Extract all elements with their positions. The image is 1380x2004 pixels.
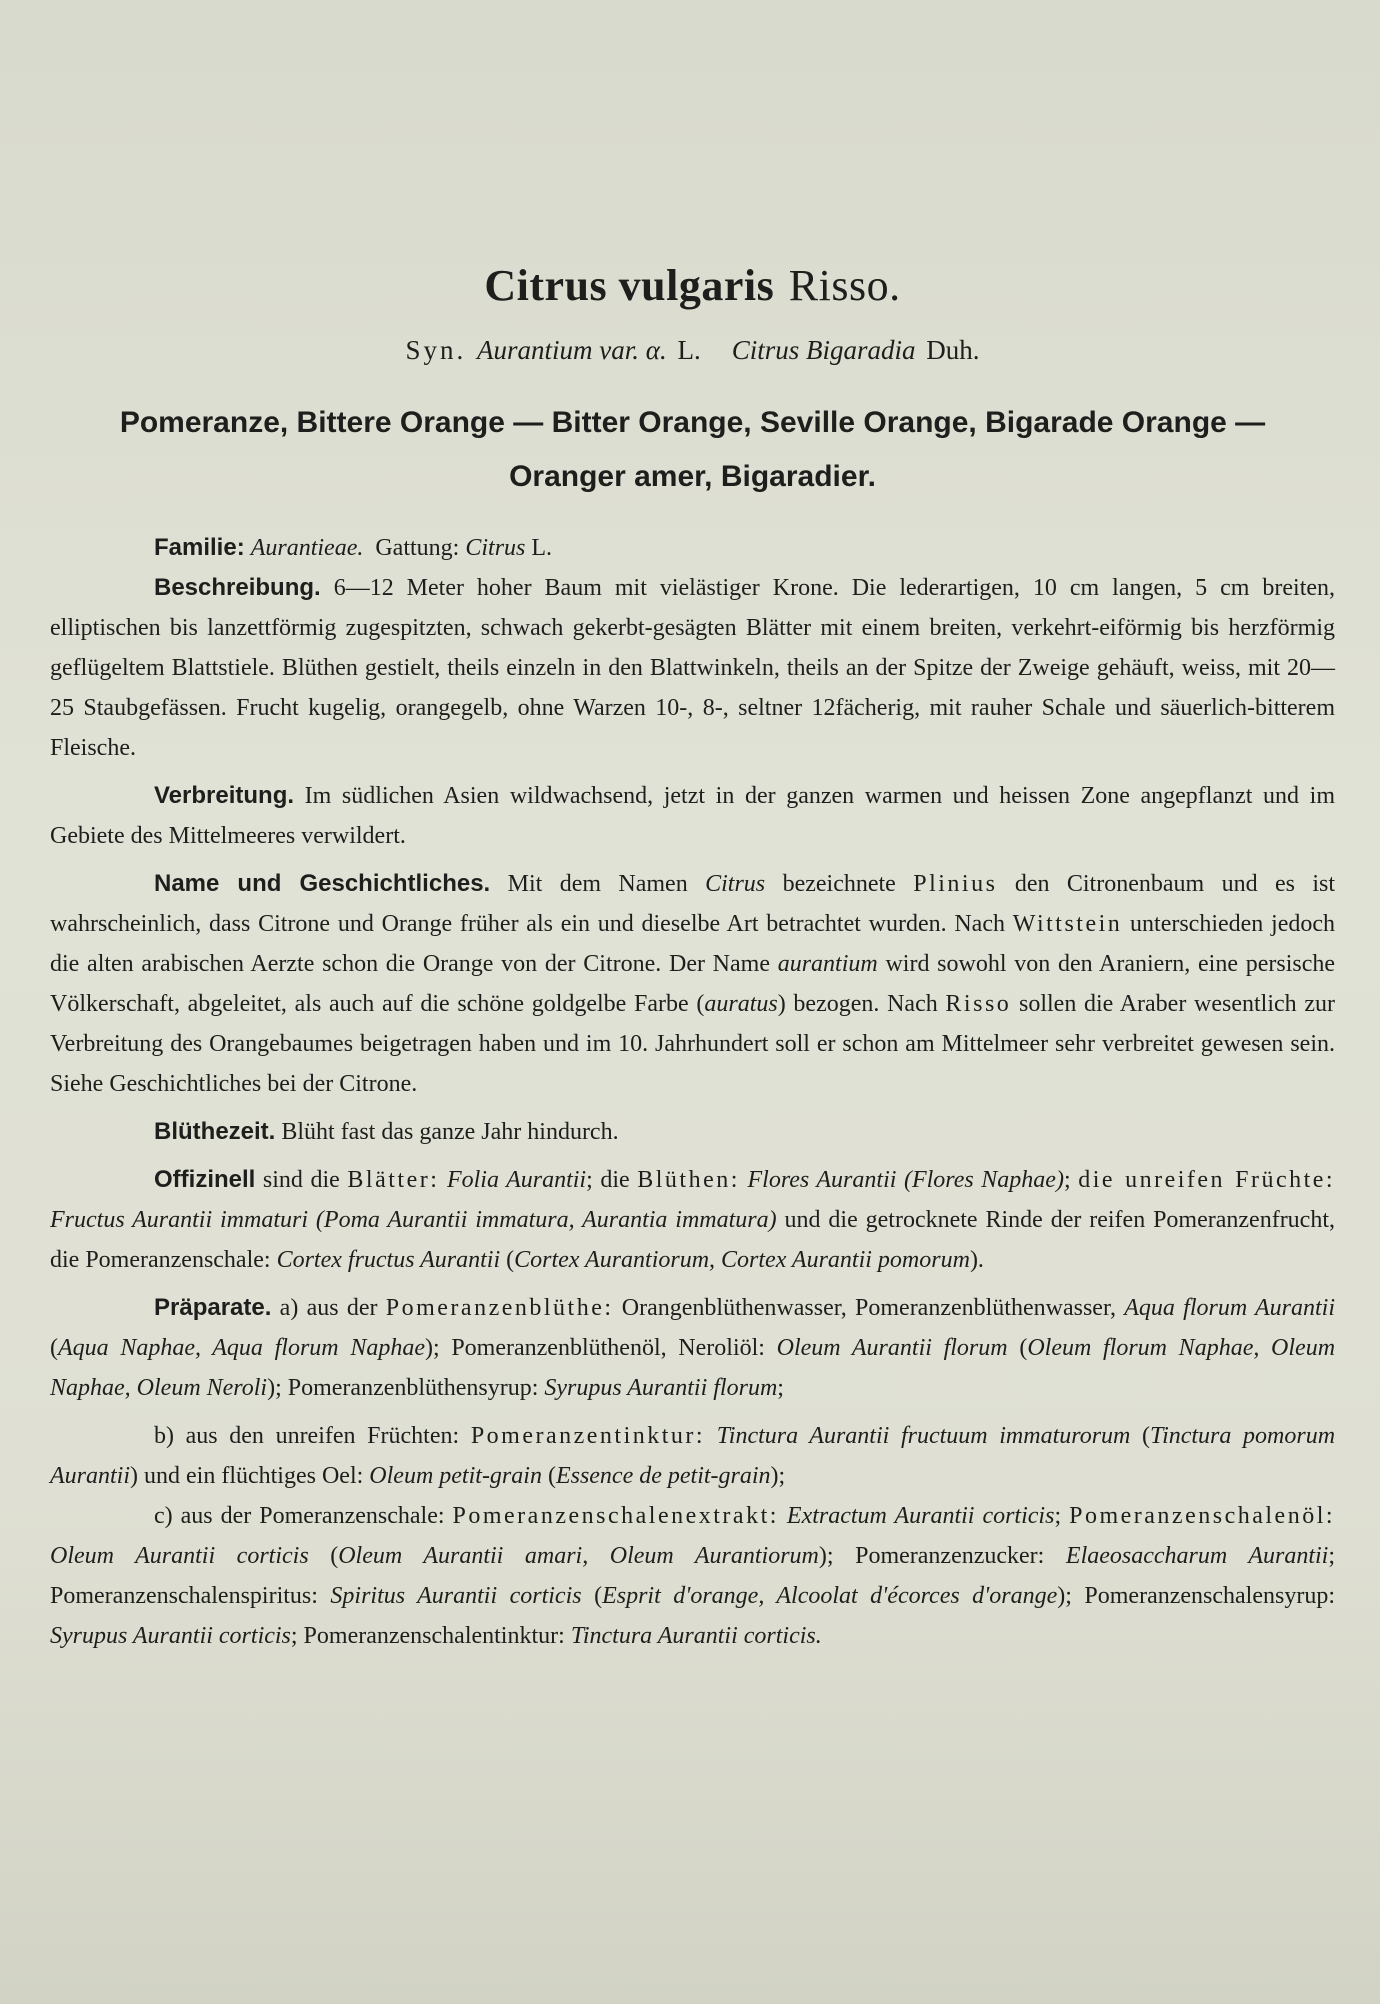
offizinell-text-5: (	[506, 1247, 515, 1273]
offizinell-italic-1: Folia Aurantii	[446, 1167, 587, 1193]
verbreitung-label: Verbreitung.	[154, 782, 295, 809]
offizinell-italic-2: Flores Aurantii (Flores Naphae)	[747, 1167, 1064, 1193]
familie-paragraph	[50, 528, 1335, 568]
praeparate-a-text-7: ;	[777, 1375, 784, 1401]
geschichte-label: Name und Geschichtliches.	[154, 870, 491, 897]
praeparate-a-paragraph	[50, 1288, 1335, 1408]
geschichte-text-7: sollen die Araber wesentlich zur Verbreitung des Orangebaumes beigetragen haben und im 10. Jahrhundert soll er schon am Mittelmeer sehr verbreitet gewesen sein. Siehe Geschichtliches bei der Citrone.	[50, 991, 1335, 1097]
praeparate-c-italic-5: Spiritus Aurantii corticis	[330, 1583, 582, 1609]
verbreitung-paragraph	[50, 776, 1335, 856]
synonym-1-name: Aurantium var. α.	[477, 335, 667, 365]
praeparate-b-italic-4: Essence de petit-grain	[555, 1463, 771, 1489]
praeparate-b-text-5: );	[770, 1463, 786, 1489]
praeparate-c-italic-8: Tinctura Aurantii corticis.	[570, 1623, 822, 1649]
praeparate-a-italic-1: Aqua florum Aurantii	[1124, 1295, 1336, 1321]
praeparate-label: Präparate.	[154, 1294, 272, 1321]
gattung-author: L.	[531, 535, 553, 561]
offizinell-text-2: ; die	[586, 1167, 630, 1193]
offizinell-italic-5: Cortex Aurantiorum, Cortex Aurantii pomorum	[514, 1247, 970, 1273]
offizinell-italic-4: Cortex fructus Aurantii	[276, 1247, 501, 1273]
praeparate-c-spaced-1: Pomeranzenschalenextrakt:	[452, 1503, 779, 1529]
praeparate-c-italic-1: Extractum Aurantii corticis	[786, 1503, 1055, 1529]
offizinell-text-6: ).	[969, 1247, 984, 1273]
synonyms-label: Syn.	[405, 335, 467, 365]
offizinell-paragraph	[50, 1160, 1335, 1280]
geschichte-paragraph	[50, 864, 1335, 1104]
praeparate-b-italic-1: Tinctura Aurantii fructuum immaturorum	[716, 1423, 1131, 1449]
geschichte-text-2: bezeichnete	[782, 871, 896, 897]
offizinell-spaced-2: Blüthen:	[637, 1167, 740, 1193]
offizinell-text-3: ;	[1063, 1167, 1071, 1193]
offizinell-text-4: und die getrocknete Rinde der reifen Pomeranzenfrucht, die Pomeranzenschale:	[50, 1207, 1336, 1273]
geschichte-author-risso: Risso	[945, 991, 1012, 1017]
geschichte-author-plinius: Plinius	[913, 871, 998, 897]
praeparate-c-text-3: (	[330, 1543, 339, 1569]
praeparate-a-text-1: a) aus der	[279, 1295, 378, 1321]
praeparate-a-text-4: ); Pomeranzenblüthenöl, Neroliöl:	[424, 1335, 765, 1361]
verbreitung-text: Im südlichen Asien wildwachsend, jetzt in der ganzen warmen und heissen Zone angepflanzt und im Gebiete des Mittelmeeres verwildert.	[50, 783, 1336, 849]
praeparate-c-italic-4: Elaeosaccharum Aurantii	[1065, 1543, 1329, 1569]
gattung-label: Gattung:	[375, 535, 460, 561]
synonym-1-author: L.	[677, 335, 701, 365]
praeparate-c-italic-3: Oleum Aurantii amari, Oleum Aurantiorum	[338, 1543, 819, 1569]
synonym-2-name: Citrus Bigaradia	[731, 335, 916, 365]
praeparate-b-text-2: (	[1142, 1423, 1151, 1449]
geschichte-italic-1: Citrus	[705, 871, 766, 897]
praeparate-b-italic-3: Oleum petit-grain	[369, 1463, 542, 1489]
praeparate-c-spaced-2: Pomeranzenschalenöl:	[1069, 1503, 1336, 1529]
title-genus: Citrus vulgaris	[484, 261, 775, 310]
praeparate-c-text-7: ); Pomeranzenschalensyrup:	[1057, 1583, 1335, 1609]
page-content	[50, 230, 1335, 1656]
bluethezeit-label: Blüthezeit.	[154, 1118, 276, 1145]
geschichte-text-1: Mit dem Namen	[507, 871, 688, 897]
praeparate-a-italic-4: Oleum florum Naphae, Oleum Naphae, Oleum Neroli	[50, 1335, 1336, 1401]
praeparate-c-italic-2: Oleum Aurantii corticis	[50, 1543, 309, 1569]
title-author: Risso.	[788, 261, 901, 310]
praeparate-a-text-5: (	[1019, 1335, 1028, 1361]
familie-value: Aurantieae.	[250, 535, 364, 561]
common-names-line-1: Pomeranze, Bittere Orange — Bitter Orange, Seville Orange, Bigarade Orange —	[119, 406, 1266, 439]
offizinell-text-1: sind die	[262, 1167, 340, 1193]
praeparate-b-italic-2: Tinctura pomorum Aurantii	[50, 1423, 1336, 1489]
bluethezeit-text: Blüht fast das ganze Jahr hindurch.	[281, 1119, 619, 1145]
praeparate-c-text-2: ;	[1054, 1503, 1062, 1529]
praeparate-c-text-8: ; Pomeranzenschalentinktur:	[290, 1623, 565, 1649]
bluethezeit-paragraph	[50, 1112, 1335, 1152]
beschreibung-paragraph	[50, 568, 1335, 768]
praeparate-a-text-6: ); Pomeranzenblüthensyrup:	[267, 1375, 539, 1401]
praeparate-b-paragraph	[50, 1416, 1335, 1496]
offizinell-spaced-3: die unreifen Früchte:	[1078, 1167, 1336, 1193]
praeparate-a-italic-5: Syrupus Aurantii florum	[544, 1375, 778, 1401]
praeparate-c-italic-7: Syrupus Aurantii corticis	[50, 1623, 291, 1649]
praeparate-a-italic-2: Aqua Naphae, Aqua florum Naphae	[58, 1335, 425, 1361]
praeparate-b-text-1: b) aus den unreifen Früchten:	[154, 1423, 460, 1449]
common-names-line-2: Oranger amer, Bigaradier.	[509, 460, 876, 493]
beschreibung-text: 6—12 Meter hoher Baum mit vielästiger Krone. Die lederartigen, 10 cm langen, 5 cm breiten, elliptischen bis lanzettförmig zugespitzten, schwach gekerbt-gesägten Blätter mit einem breiten, verkehrt-eiförmig bis herzförmig geflügeltem Blattstiele. Blüthen gestielt, theils einzeln in den Blattwinkeln, theils an der Spitze der Zweige gehäuft, weiss, mit 20—25 Staubgefässen. Frucht kugelig, orangegelb, ohne Warzen 10-, 8-, seltner 12fächerig, mit rauher Schale und säuerlich-bitterem Fleische.	[50, 575, 1336, 761]
geschichte-text-6: ) bezogen. Nach	[777, 991, 938, 1017]
page-title	[50, 260, 1335, 311]
praeparate-b-spaced-1: Pomeranzentinktur:	[470, 1423, 706, 1449]
synonyms-line	[50, 335, 1335, 366]
beschreibung-label: Beschreibung.	[154, 574, 321, 601]
praeparate-c-italic-6: Esprit d'orange, Alcoolat d'écorces d'orange	[602, 1583, 1058, 1609]
offizinell-spaced-1: Blätter:	[347, 1167, 440, 1193]
gattung-value: Citrus	[465, 535, 526, 561]
praeparate-a-text-3: (	[50, 1335, 58, 1361]
geschichte-text-3: den Citronenbaum und es ist wahrscheinlich, dass Citrone und Orange früher als ein und dieselbe Art betrachtet wurden. Nach	[50, 871, 1336, 937]
praeparate-b-text-3: ) und ein flüchtiges Oel:	[130, 1463, 364, 1489]
praeparate-c-text-4: ); Pomeranzenzucker:	[818, 1543, 1045, 1569]
geschichte-author-wittstein: Wittstein	[1012, 911, 1123, 937]
geschichte-italic-2: aurantium	[777, 951, 878, 977]
praeparate-c-text-1: c) aus der Pomeranzenschale:	[154, 1503, 445, 1529]
offizinell-italic-3: Fructus Aurantii immaturi (Poma Aurantii immatura, Aurantia immatura)	[50, 1207, 777, 1233]
geschichte-text-4: unterschieden jedoch die alten arabischen Aerzte schon die Orange von der Citrone. Der Name	[50, 911, 1336, 977]
synonym-2-author: Duh.	[926, 335, 980, 365]
geschichte-text-5: wird sowohl von den Araniern, eine persische Völkerschaft, abgeleitet, als auch auf die schöne goldgelbe Farbe (	[50, 951, 1336, 1017]
geschichte-italic-3: auratus	[704, 991, 778, 1017]
praeparate-a-text-2: Orangenblüthenwasser, Pomeranzenblüthenwasser,	[621, 1295, 1116, 1321]
praeparate-c-text-5: ; Pomeranzenschalenspiritus:	[50, 1543, 1335, 1609]
praeparate-c-paragraph	[50, 1496, 1335, 1656]
praeparate-a-spaced-1: Pomeranzenblüthe:	[385, 1295, 614, 1321]
praeparate-b-text-4: (	[547, 1463, 556, 1489]
offizinell-label: Offizinell	[154, 1166, 256, 1193]
familie-label: Familie:	[154, 534, 245, 561]
praeparate-a-italic-3: Oleum Aurantii florum	[776, 1335, 1008, 1361]
praeparate-c-text-6: (	[594, 1583, 603, 1609]
common-names	[50, 396, 1335, 504]
